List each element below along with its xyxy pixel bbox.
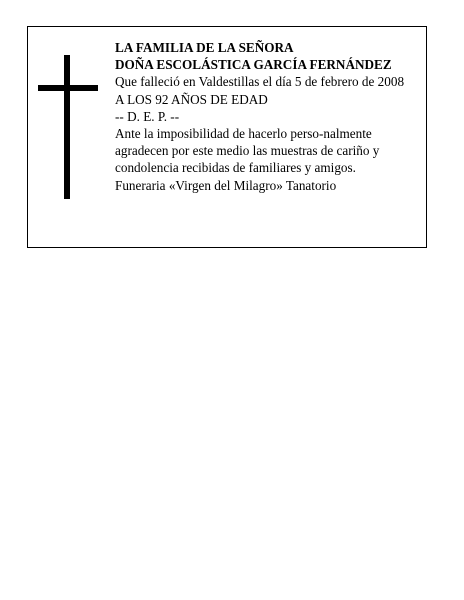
notice-funeral-home: Funeraria «Virgen del Milagro» Tanatorio (115, 177, 337, 193)
notice-heading-deceased-name: DOÑA ESCOLÁSTICA GARCÍA FERNÁNDEZ (115, 57, 392, 73)
notice-rip: -- D. E. P. -- (115, 108, 180, 124)
notice-age: A LOS 92 AÑOS DE EDAD (115, 91, 268, 107)
cross-horizontal-bar (38, 85, 98, 91)
notice-death-place-date: Que falleció en Valdestillas el día 5 de febrero de 2008 (115, 74, 405, 90)
latin-cross-icon (38, 55, 98, 199)
obituary-notice-frame (27, 26, 427, 248)
notice-thanks-line-3: condolencia recibidas de familiares y amigos. (115, 160, 356, 176)
notice-heading-family: LA FAMILIA DE LA SEÑORA (115, 40, 294, 55)
notice-thanks-line-1: Ante la imposibilidad de hacerlo perso-nalmente (115, 126, 372, 142)
cross-vertical-bar (64, 55, 70, 199)
notice-thanks-line-2: agradecen por este medio las muestras de cariño y (115, 143, 380, 159)
notice-text (115, 39, 423, 194)
